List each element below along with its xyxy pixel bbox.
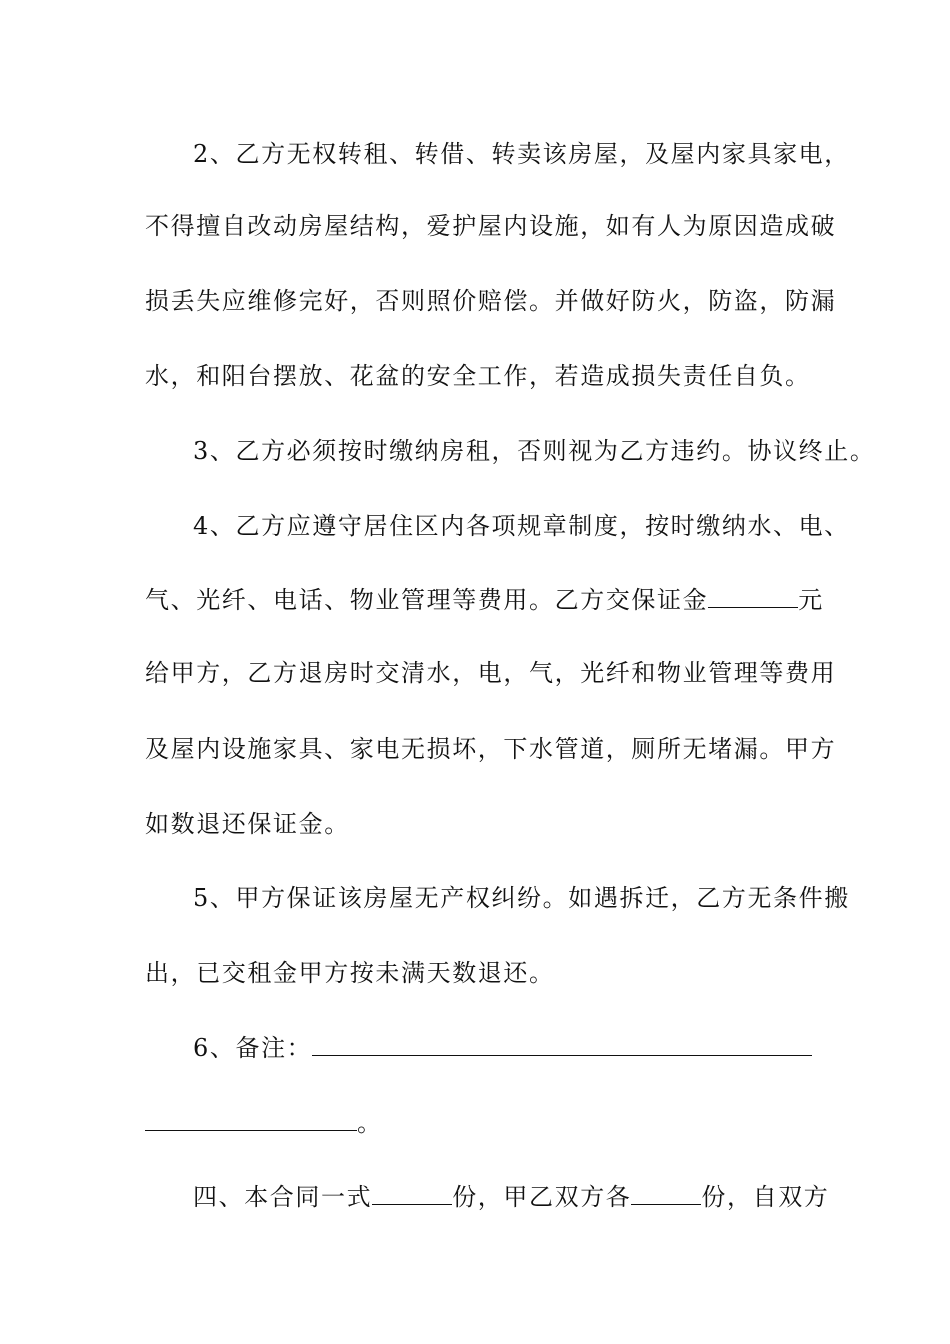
remarks-end: 。 — [357, 1109, 383, 1137]
clause-4-line-1: 4、乙方应遵守居住区内各项规章制度，按时缴纳水、电、 — [193, 512, 850, 540]
clause-5-line-1: 5、甲方保证该房屋无产权纠纷。如遇拆迁，乙方无条件搬 — [193, 884, 850, 912]
clause-3-line-1: 3、乙方必须按时缴纳房租，否则视为乙方违约。协议终止。 — [193, 437, 876, 465]
copies-each-blank[interactable] — [631, 1182, 701, 1205]
clause-4-line-5: 如数退还保证金。 — [145, 810, 350, 838]
remarks-blank-2[interactable] — [145, 1108, 357, 1131]
deposit-unit: 元 — [798, 586, 824, 614]
clause-2-line-4: 水，和阳台摆放、花盆的安全工作，若造成损失责任自负。 — [145, 362, 811, 390]
clause-5-line-2: 出，已交租金甲方按未满天数退还。 — [145, 959, 555, 987]
clause-6-line-2 — [145, 1108, 383, 1138]
clause-four-text-mid: 份，甲乙双方各 — [452, 1183, 632, 1211]
remarks-blank-1[interactable] — [312, 1033, 812, 1056]
remarks-label: 6、备注： — [193, 1034, 313, 1062]
clause-4-line-2 — [145, 585, 824, 615]
clause-four-text-pre: 四、本合同一式 — [193, 1183, 373, 1211]
clause-4-line-2-text: 气、光纤、电话、物业管理等费用。乙方交保证金 — [145, 586, 709, 614]
clause-4-line-3: 给甲方，乙方退房时交清水，电，气，光纤和物业管理等费用 — [145, 659, 837, 687]
clause-6-line-1 — [193, 1033, 812, 1063]
clause-four-line-1 — [193, 1182, 829, 1212]
clause-2-line-1: 2、乙方无权转租、转借、转卖该房屋，及屋内家具家电， — [193, 140, 850, 168]
clause-4-line-4: 及屋内设施家具、家电无损坏，下水管道，厕所无堵漏。甲方 — [145, 735, 837, 763]
clause-2-line-3: 损丢失应维修完好，否则照价赔偿。并做好防火，防盗，防漏 — [145, 287, 837, 315]
clause-four-text-post: 份，自双方 — [701, 1183, 830, 1211]
deposit-amount-blank[interactable] — [708, 585, 798, 608]
copies-total-blank[interactable] — [372, 1182, 452, 1205]
clause-2-line-2: 不得擅自改动房屋结构，爱护屋内设施，如有人为原因造成破 — [145, 212, 837, 240]
